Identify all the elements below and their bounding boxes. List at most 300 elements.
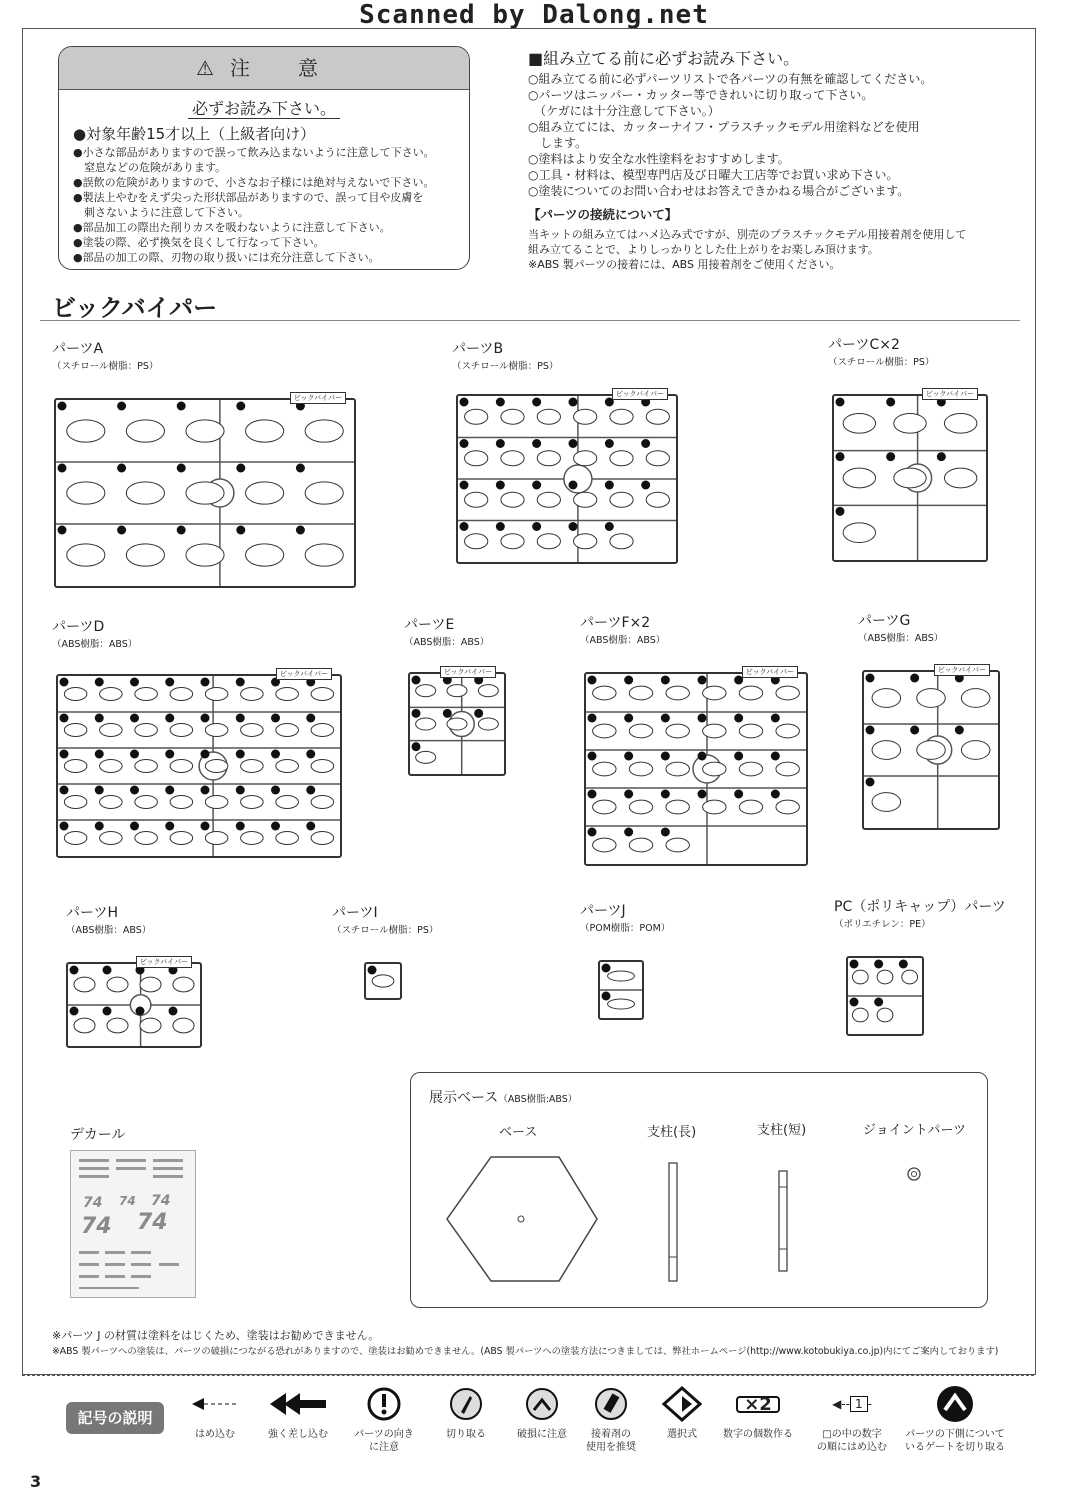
part-shape <box>135 832 158 845</box>
part-shape <box>629 800 652 814</box>
part-number-marker <box>177 464 186 473</box>
pillar-long-graphic <box>665 1161 681 1283</box>
part-number-marker <box>771 790 780 799</box>
part-number-marker <box>130 750 139 759</box>
part-number-marker <box>624 714 633 723</box>
part-number-marker <box>624 828 633 837</box>
warning-triangle-icon: ⚠ <box>196 56 214 80</box>
caution-item: ●部品加工の際出た削りカスを吸わないように注意して下さい。 <box>73 221 391 234</box>
part-number-marker <box>177 402 186 411</box>
sprue-name: パーツH <box>66 905 118 921</box>
part-number-marker <box>177 526 186 535</box>
part-number-marker <box>661 790 670 799</box>
section-divider <box>40 320 1020 321</box>
legend-label: □の中の数字 の順にはめ込む <box>817 1429 887 1453</box>
part-number-marker <box>496 522 505 531</box>
part-shape <box>944 413 976 433</box>
part-shape <box>305 420 343 442</box>
part-shape <box>205 760 228 773</box>
connection-line: ※ABS 製パーツの接着には、ABS 用接着剤をご使用ください。 <box>528 258 841 271</box>
part-shape <box>186 482 224 504</box>
part-shape <box>246 420 284 442</box>
part-number-marker <box>201 786 210 795</box>
part-number-marker <box>165 786 174 795</box>
part-shape <box>537 409 560 424</box>
note-abs-painting: ※ABS 製パーツへの塗装は、パーツの破損につながる恐れがありますので、塗装はお勧めできません。(ABS 製パーツへの塗装方法につきましては、弊社ホームページ(http://www.kotobukiya.co.jp)内にてご案内しております) <box>52 1346 999 1357</box>
part-number-marker <box>296 526 305 535</box>
part-number-marker <box>496 398 505 407</box>
sprue-material: （スチロール樹脂：PS） <box>828 357 935 368</box>
sprue-g <box>862 666 1000 830</box>
part-shape <box>703 800 726 814</box>
part-number-marker <box>103 1007 112 1016</box>
part-shape <box>646 492 669 507</box>
part-shape <box>276 796 299 809</box>
decal-number: 74 <box>81 1214 112 1239</box>
sprue-label-j <box>580 900 670 934</box>
sprue-graphic <box>410 674 504 774</box>
part-number-marker <box>130 822 139 831</box>
part-number-marker <box>236 402 245 411</box>
part-shape <box>739 800 762 814</box>
legend-item <box>262 1384 334 1441</box>
base-label: ベース <box>499 1125 538 1140</box>
sprue-graphic <box>58 676 340 856</box>
part-number-marker <box>910 674 919 683</box>
pillar-long-label: 支柱(長) <box>647 1125 697 1140</box>
part-shape <box>666 686 689 700</box>
connection-line: 組み立てることで、よりしっかりとした仕上がりをお楽しみ頂けます。 <box>528 243 879 256</box>
part-number-marker <box>412 709 421 718</box>
part-shape <box>447 685 467 697</box>
part-number-marker <box>136 1007 145 1016</box>
display-base-title: 展示ベース（ABS樹脂:ABS） <box>429 1090 578 1106</box>
sprue-graphic <box>56 400 354 586</box>
part-number-marker <box>58 402 67 411</box>
part-shape <box>173 1018 194 1033</box>
before-assembly-item: （ケガには十分注意して下さい。） <box>528 104 720 118</box>
part-number-marker <box>236 822 245 831</box>
legend-label: 接着剤の 使用を推奨 <box>586 1429 636 1453</box>
part-number-marker <box>443 709 452 718</box>
dashed-arrow-icon <box>184 1384 246 1424</box>
part-number-marker <box>95 678 104 687</box>
sprue-tag: ビックバイパー <box>922 388 978 400</box>
part-shape <box>537 492 560 507</box>
part-shape <box>100 688 123 701</box>
part-number-marker <box>271 786 280 795</box>
sprue-label-h <box>66 902 151 936</box>
sprue-material: （ABS樹脂：ABS） <box>858 633 944 644</box>
part-shape <box>666 724 689 738</box>
part-number-marker <box>698 752 707 761</box>
part-shape <box>646 451 669 466</box>
part-shape <box>100 760 123 773</box>
part-shape <box>311 796 334 809</box>
part-shape <box>372 975 394 987</box>
before-assembly <box>528 46 998 272</box>
exclamation-icon <box>344 1384 424 1424</box>
sprue-label-pc <box>834 896 1006 930</box>
part-number-marker <box>836 452 845 461</box>
sprue-graphic <box>458 396 676 562</box>
part-shape <box>872 793 901 812</box>
decal-number: 74 <box>151 1193 171 1209</box>
part-number-marker <box>271 714 280 723</box>
part-number-marker <box>532 398 541 407</box>
before-assembly-item: ○塗装についてのお問い合わせはお答えできかねる場合がございます。 <box>528 184 910 198</box>
sprue-name: パーツE <box>404 617 455 633</box>
part-shape <box>276 724 299 737</box>
part-shape <box>776 800 799 814</box>
sprue-graphic <box>848 958 922 1034</box>
part-shape <box>501 451 524 466</box>
part-shape <box>703 686 726 700</box>
part-shape <box>170 796 193 809</box>
part-number-marker <box>165 714 174 723</box>
decal-graphic <box>71 1151 195 1297</box>
part-number-marker <box>296 464 305 473</box>
note-part-j: ※パーツ J の材質は塗料をはじくため、塗装はお勧めできません。 <box>52 1329 380 1342</box>
legend-item <box>578 1384 644 1454</box>
sprue-name: パーツI <box>332 905 378 921</box>
sprue-material: （ABS樹脂：ABS） <box>580 635 666 646</box>
caution-item: ●塗装の際、必ず換気を良くして行なって下さい。 <box>73 236 325 249</box>
connection-line: 当キットの組み立てはハメ込み式ですが、別売のプラスチックモデル用接着剤を使用して <box>528 228 967 241</box>
sprue-e <box>408 668 506 776</box>
part-number-marker <box>60 822 69 831</box>
sprue-graphic <box>68 964 200 1046</box>
caution-item: ●部品の加工の際、刃物の取り扱いには充分注意して下さい。 <box>73 251 380 264</box>
legend-label: 破損に注意 <box>517 1429 567 1440</box>
part-shape <box>478 685 498 697</box>
part-shape <box>305 482 343 504</box>
multiply-icon: ×2 <box>718 1384 798 1424</box>
part-number-marker <box>201 678 210 687</box>
double-arrow-icon <box>262 1384 334 1424</box>
legend-label: 切り取る <box>446 1429 486 1440</box>
part-number-marker <box>60 750 69 759</box>
legend-divider <box>22 1375 1034 1376</box>
part-shape <box>843 468 875 488</box>
part-number-marker <box>866 778 875 787</box>
part-number-marker <box>605 481 614 490</box>
part-number-marker <box>95 714 104 723</box>
part-number-marker <box>532 439 541 448</box>
part-shape <box>241 760 264 773</box>
legend-item <box>806 1384 898 1454</box>
part-shape <box>629 838 652 852</box>
part-shape <box>276 832 299 845</box>
sprue-h <box>66 958 202 1048</box>
connection-title: 【パーツの接続について】 <box>528 207 678 222</box>
part-number-marker <box>271 822 280 831</box>
sprue-tag: ビックバイパー <box>612 388 668 400</box>
part-shape <box>107 1018 128 1033</box>
part-shape <box>135 796 158 809</box>
part-number-marker <box>169 1007 178 1016</box>
sprue-graphic <box>366 964 400 998</box>
part-shape <box>416 685 436 697</box>
part-number-marker <box>95 786 104 795</box>
part-shape <box>501 492 524 507</box>
part-shape <box>311 832 334 845</box>
part-number-marker <box>306 750 315 759</box>
sprue-name: パーツG <box>858 613 911 629</box>
part-number-marker <box>605 522 614 531</box>
sprue-f <box>584 668 808 866</box>
part-number-marker <box>201 750 210 759</box>
sprue-graphic <box>834 396 986 560</box>
caution-list <box>59 146 469 265</box>
sprue-tag: ビックバイパー <box>136 956 192 968</box>
part-shape <box>140 977 161 992</box>
part-number-marker <box>117 526 126 535</box>
sprue-label-i <box>332 902 438 936</box>
sprue-j <box>598 960 644 1020</box>
part-shape <box>629 762 652 776</box>
part-shape <box>739 762 762 776</box>
part-shape <box>574 492 597 507</box>
caution-age: ●対象年齢15才以上（上級者向け） <box>73 125 316 143</box>
sprue-graphic <box>864 672 998 828</box>
part-number-marker <box>661 828 670 837</box>
part-shape <box>100 724 123 737</box>
part-shape <box>276 760 299 773</box>
part-shape <box>64 724 87 737</box>
part-number-marker <box>201 822 210 831</box>
part-number-marker <box>899 960 908 969</box>
part-shape <box>877 970 893 984</box>
part-number-marker <box>95 750 104 759</box>
part-shape <box>64 688 87 701</box>
part-number-marker <box>95 822 104 831</box>
part-shape <box>100 832 123 845</box>
cut-icon <box>436 1384 496 1424</box>
part-shape <box>610 534 633 549</box>
part-shape <box>126 482 164 504</box>
part-shape <box>305 544 343 566</box>
legend-item <box>900 1384 1010 1454</box>
part-shape <box>574 409 597 424</box>
part-number-marker <box>836 398 845 407</box>
part-number-marker <box>886 452 895 461</box>
part-shape <box>843 523 875 543</box>
part-number-marker <box>937 452 946 461</box>
part-number-marker <box>236 786 245 795</box>
part-number-marker <box>698 790 707 799</box>
part-shape <box>246 544 284 566</box>
part-shape <box>241 796 264 809</box>
order-icon: ◀‐‐ 1 ‐ <box>832 1396 872 1411</box>
part-number-marker <box>698 676 707 685</box>
part-shape <box>465 492 488 507</box>
part-shape <box>241 688 264 701</box>
gate-icon <box>900 1384 1010 1424</box>
part-number-marker <box>602 964 611 973</box>
break-icon <box>508 1384 576 1424</box>
part-number-marker <box>734 714 743 723</box>
part-shape <box>574 451 597 466</box>
part-shape <box>465 409 488 424</box>
part-shape <box>241 832 264 845</box>
part-shape <box>170 724 193 737</box>
part-number-marker <box>734 790 743 799</box>
part-shape <box>186 544 224 566</box>
part-number-marker <box>771 714 780 723</box>
part-shape <box>610 451 633 466</box>
part-number-marker <box>955 726 964 735</box>
part-number-marker <box>70 1007 79 1016</box>
part-shape <box>872 741 901 760</box>
part-number-marker <box>130 714 139 723</box>
part-number-marker <box>460 522 469 531</box>
part-shape <box>140 1018 161 1033</box>
part-number-marker <box>117 464 126 473</box>
part-shape <box>311 760 334 773</box>
decal-number: 74 <box>83 1195 103 1211</box>
part-number-marker <box>588 714 597 723</box>
caution-box <box>58 46 470 270</box>
part-shape <box>173 977 194 992</box>
part-shape <box>135 760 158 773</box>
part-number-marker <box>532 481 541 490</box>
part-shape <box>593 800 616 814</box>
part-shape <box>67 420 105 442</box>
part-shape <box>64 796 87 809</box>
part-shape <box>170 832 193 845</box>
part-number-marker <box>236 678 245 687</box>
part-shape <box>537 534 560 549</box>
sprue-tag: ビックバイパー <box>440 666 496 678</box>
part-number-marker <box>569 481 578 490</box>
part-shape <box>246 482 284 504</box>
part-shape <box>703 724 726 738</box>
part-shape <box>205 724 228 737</box>
sprue-name: パーツB <box>452 341 504 357</box>
part-shape <box>843 413 875 433</box>
sprue-b <box>456 390 678 564</box>
part-shape <box>205 688 228 701</box>
part-shape <box>74 977 95 992</box>
sprue-graphic <box>600 962 642 1018</box>
page-number: 3 <box>30 1472 42 1491</box>
part-shape <box>608 971 635 981</box>
part-shape <box>944 468 976 488</box>
sprue-c <box>832 390 988 562</box>
legend-title: 記号の説明 <box>66 1402 164 1434</box>
part-number-marker <box>117 402 126 411</box>
part-number-marker <box>641 439 650 448</box>
part-shape <box>961 741 990 760</box>
part-shape <box>126 544 164 566</box>
part-number-marker <box>236 750 245 759</box>
part-shape <box>501 409 524 424</box>
sprue-d <box>56 670 342 858</box>
part-number-marker <box>661 676 670 685</box>
legend-label: 数字の個数作る <box>723 1429 793 1440</box>
part-number-marker <box>661 752 670 761</box>
part-number-marker <box>130 678 139 687</box>
part-shape <box>537 451 560 466</box>
legend-item <box>344 1384 424 1454</box>
legend-item <box>184 1384 246 1441</box>
part-number-marker <box>624 752 633 761</box>
part-shape <box>276 688 299 701</box>
part-shape <box>126 420 164 442</box>
decal-label: デカール <box>70 1127 126 1143</box>
part-number-marker <box>165 750 174 759</box>
part-number-marker <box>874 998 883 1007</box>
part-shape <box>666 762 689 776</box>
part-number-marker <box>236 464 245 473</box>
part-number-marker <box>165 678 174 687</box>
pillar-short-label: 支柱(短) <box>757 1123 807 1138</box>
part-number-marker <box>734 752 743 761</box>
part-number-marker <box>850 960 859 969</box>
part-number-marker <box>496 439 505 448</box>
connection-text <box>528 227 998 272</box>
part-shape <box>67 482 105 504</box>
part-number-marker <box>201 714 210 723</box>
caution-title: 注 意 <box>229 56 332 80</box>
legend-item <box>508 1384 576 1441</box>
sprue-name: パーツJ <box>580 903 626 919</box>
legend-item <box>436 1384 496 1441</box>
sprue-graphic <box>586 674 806 864</box>
part-shape <box>593 762 616 776</box>
part-number-marker <box>306 786 315 795</box>
legend-label: 選択式 <box>667 1429 697 1440</box>
part-shape <box>894 468 926 488</box>
part-number-marker <box>58 464 67 473</box>
part-number-marker <box>368 966 377 975</box>
sprue-label-g <box>858 610 943 644</box>
part-shape <box>74 1018 95 1033</box>
part-shape <box>205 796 228 809</box>
sprue-material: （ABS樹脂：ABS） <box>52 639 138 650</box>
before-assembly-title: ■組み立てる前に必ずお読み下さい。 <box>528 49 800 68</box>
sprue-label-d <box>52 616 137 650</box>
part-number-marker <box>771 752 780 761</box>
legend-label: パーツの下側について いるゲートを切り取る <box>905 1429 1005 1453</box>
sprue-material: （スチロール樹脂：PS） <box>52 361 159 372</box>
part-number-marker <box>588 676 597 685</box>
part-shape <box>877 1008 893 1022</box>
part-shape <box>205 832 228 845</box>
before-assembly-item: ○工具・材料は、模型専門店及び日曜大工店等でお買い求め下さい。 <box>528 168 899 182</box>
part-number-marker <box>569 398 578 407</box>
sprue-name: パーツA <box>52 341 104 357</box>
part-shape <box>917 741 946 760</box>
section-title: ビックバイパー <box>52 294 218 322</box>
decal-sheet <box>70 1150 196 1298</box>
part-shape <box>593 724 616 738</box>
part-number-marker <box>474 709 483 718</box>
part-shape <box>610 409 633 424</box>
part-shape <box>902 970 918 984</box>
part-shape <box>107 977 128 992</box>
part-number-marker <box>460 398 469 407</box>
part-shape <box>872 689 901 708</box>
part-shape <box>574 534 597 549</box>
part-shape <box>186 420 224 442</box>
sprue-label-b <box>452 338 558 372</box>
part-shape <box>67 544 105 566</box>
part-number-marker <box>602 992 611 1001</box>
part-shape <box>593 838 616 852</box>
legend-label: パーツの向き に注意 <box>354 1429 414 1453</box>
